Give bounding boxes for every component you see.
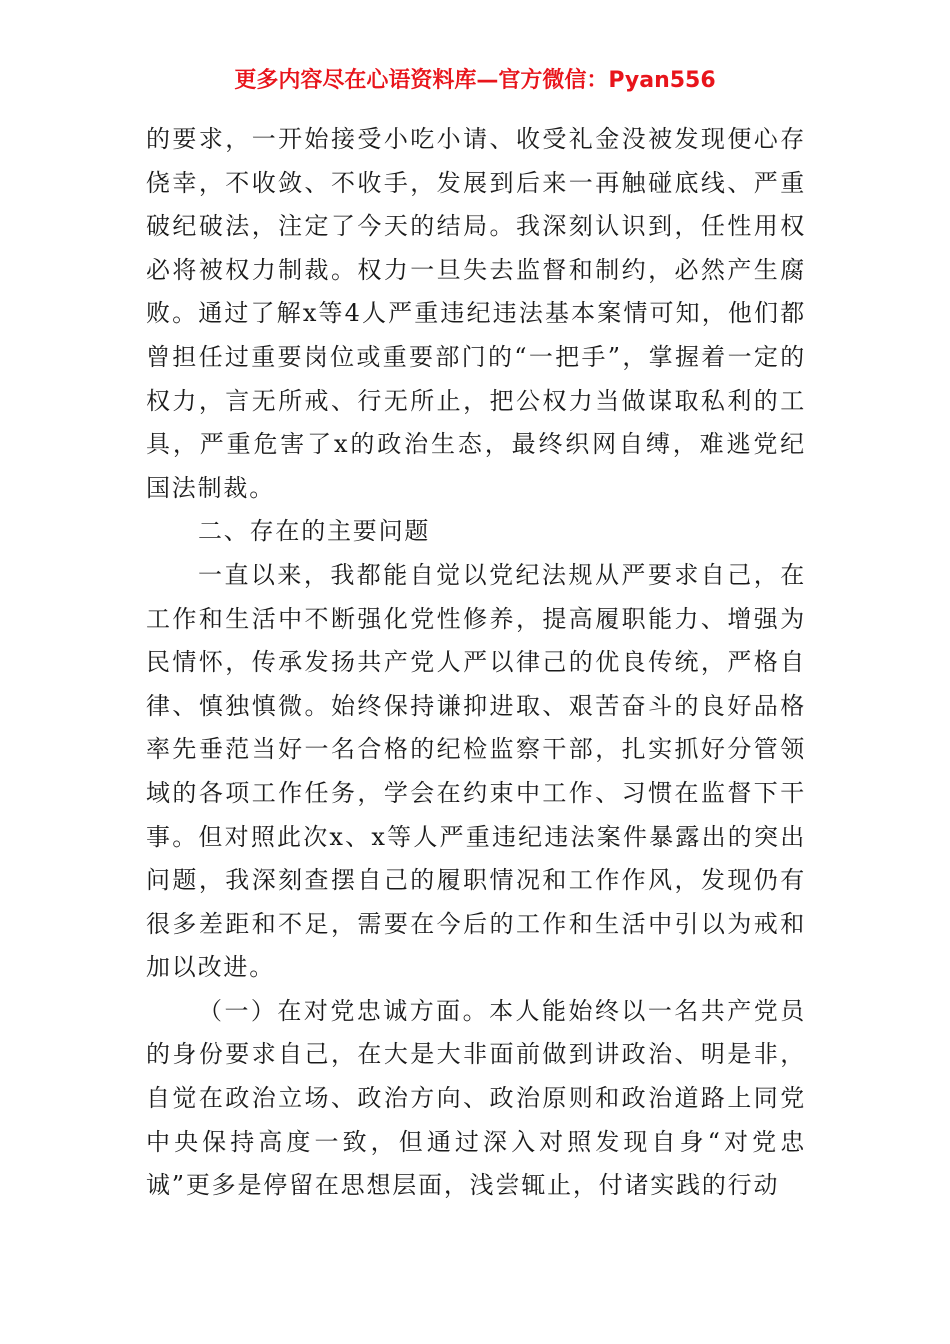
page-header-watermark: 更多内容尽在心语资料库—官方微信：Pyan556 — [234, 68, 716, 93]
section-heading: 二、存在的主要问题 — [198, 517, 431, 546]
document-body — [146, 118, 806, 1208]
paragraph-loyalty: （一）在对党忠诚方面。本人能始终以一名共产党员的身份要求自己，在大是大非面前做到讲政治、明是非，自觉在政治立场、政治方向、政治原则和政治道路上同党中央保持高度一致，但通过深入对照发现自身“对党忠诚”更多是停留在思想层面，浅尝辄止，付诸实践的行动 — [146, 996, 806, 1200]
paragraph-continuation: 的要求，一开始接受小吃小请、收受礼金没被发现便心存侥幸，不收敛、不收手，发展到后来一再触碰底线、严重破纪破法，注定了今天的结局。我深刻认识到，任性用权必将被权力制裁。权力一旦失去监督和制约，必然产生腐败。通过了解x等4人严重违纪违法基本案情可知，他们都曾担任过重要岗位或重要部门的“一把手”，掌握着一定的权力，言无所戒、行无所止，把公权力当做谋取私利的工具，严重危害了x的政治生态，最终织网自缚，难逃党纪国法制裁。 — [146, 125, 806, 502]
paragraph-main-issues: 一直以来，我都能自觉以党纪法规从严要求自己，在工作和生活中不断强化党性修养，提高履职能力、增强为民情怀，传承发扬共产党人严以律己的优良传统，严格自律、慎独慎微。始终保持谦抑进取、艰苦奋斗的良好品格率先垂范当好一名合格的纪检监察干部，扎实抓好分管领域的各项工作任务，学会在约束中工作、习惯在监督下干事。但对照此次x、x等人严重违纪违法案件暴露出的突出问题，我深刻查摆自己的履职情况和工作作风，发现仍有很多差距和不足，需要在今后的工作和生活中引以为戒和加以改进。 — [146, 560, 806, 982]
